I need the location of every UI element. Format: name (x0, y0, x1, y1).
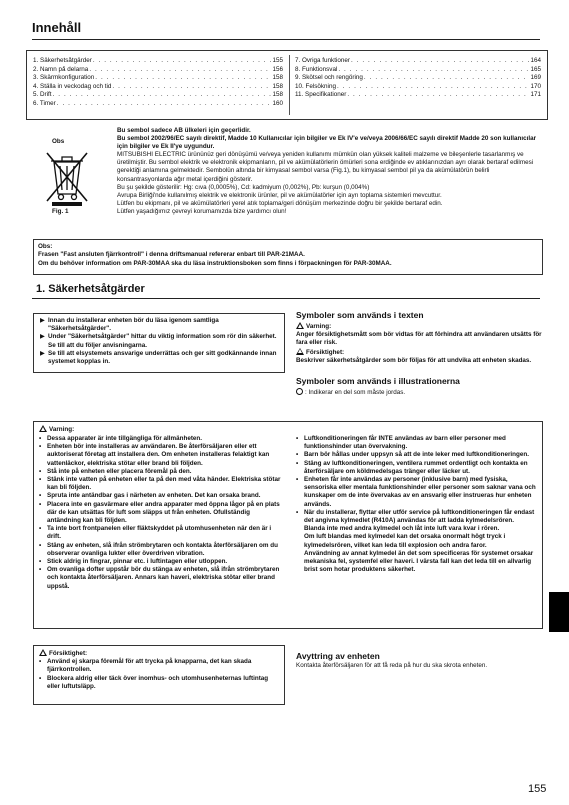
bullet-text: Placera inte en gasvärmare eller andra apparater med öppna lågor på en plats där de kan utsättas för luft som släpps ut från enheten. Ofullständig antändning kan bli följden. (47, 500, 280, 525)
toc-leader (95, 74, 271, 83)
toc-entry-page: 158 (272, 74, 283, 82)
section-divider (32, 298, 540, 299)
toc-entry-page: 170 (530, 82, 541, 90)
weee-paragraph-5: Lütfen yaşadığımız çevreyi korumamızda bize yardımcı olun! (117, 207, 287, 215)
toc-entry-label: 11. Specifikationer (295, 91, 347, 99)
bullet-text: Dessa apparater är inte tillgängliga för allmänheten. (47, 435, 203, 442)
bullet-item (296, 460, 536, 476)
toc-leader (351, 57, 530, 66)
toc-entry-label: 2. Namn på delarna (33, 65, 89, 73)
bullet-item (296, 451, 536, 459)
warning-description: Anger försiktighetsmått som bör vidtas för att förhindra att användaren utsätts för fara eller risk. (296, 331, 542, 347)
bullet-icon: • (39, 566, 42, 574)
warning-icon (39, 425, 47, 432)
bullet-icon: • (39, 492, 42, 500)
caution-head: Försiktighet: (49, 650, 88, 657)
bullet-icon: • (39, 500, 42, 508)
weee-paragraph-4: Lütfen bu ekipmanı, pil ve akümülatörleri yerel atık toplama/geri dönüşüm merkezinde doğru bir şekilde bertaraf edin. (117, 199, 443, 207)
toc-leader (53, 91, 272, 100)
bullet-icon: • (296, 451, 299, 459)
toc-leader (337, 83, 530, 92)
bullet-text: Luftkonditioneringen får INTE användas av barn eller personer med funktionshinder utan övervakning. (304, 435, 506, 451)
bullet-item (296, 435, 536, 451)
toc-entry (295, 66, 541, 75)
disposal-text: Kontakta återförsäljaren för att få reda på hur du ska skrota enheten. (296, 662, 488, 669)
weee-line-2: Bu sembol 2002/96/EC sayılı direktif, Madde 10 Kullanıcılar için bilgiler ve Ek IV'e ve/veya 2006/66/EC sayılı direktif Madde 20 son kullanıcılar için bilgiler ve Ek II'ye uygundur. (117, 135, 537, 151)
toc-entry-label: 6. Timer (33, 99, 56, 107)
title-divider (32, 39, 540, 40)
toc-entry (33, 100, 283, 109)
toc-divider (289, 55, 290, 115)
toc-entry-label: 8. Funktionsval (295, 65, 338, 73)
bullet-text: Enheten bör inte installeras av användaren. Be återförsäljaren eller ett auktoriserat företag att installera den. Om enheten installeras felaktigt kan vattenläckor, elektriska stötar eller brand bli följden. (47, 443, 270, 467)
caution-label: Försiktighet: (306, 348, 345, 356)
toc-entry-page: 160 (272, 99, 283, 107)
bullet-item (39, 435, 284, 443)
bullet-icon: • (39, 443, 42, 451)
bullet-icon: • (39, 525, 42, 533)
weee-figure (30, 128, 102, 228)
bullet-icon: • (296, 435, 299, 442)
page-title: Innehåll (32, 20, 82, 35)
toc-entry-page: 164 (530, 57, 541, 64)
bullet-icon: • (39, 467, 42, 475)
bullet-item (39, 476, 284, 492)
bullet-text: Enheten får inte användas av personer (inklusive barn) med fysiska, sensoriska eller mentala funktionshinder eller personer som saknar vana och kunskaper om de inte övervakas av en ansvarig eller instrueras hur enheten används. (304, 476, 536, 508)
bullet-item (39, 468, 284, 476)
bullet-text: Stå inte på enheten eller placera föremål på den. (47, 467, 192, 475)
toc-entry-page: 171 (530, 91, 541, 99)
toc-entry (295, 74, 541, 83)
obs-note (33, 239, 543, 275)
toc-entry-label: 1. Säkerhetsåtgärder (33, 57, 92, 64)
toc-entry (295, 57, 541, 66)
disposal-heading: Avyttring av enheten (296, 651, 380, 661)
intro-box (33, 313, 285, 373)
toc-leader (338, 66, 529, 75)
symbols-text-heading: Symboler som används i texten (296, 310, 424, 320)
bullet-item (296, 509, 536, 575)
bullet-item (39, 525, 284, 541)
bullet-icon: • (39, 435, 42, 442)
toc-entry (33, 91, 283, 100)
weee-line-1: Bu sembol sadece AB ülkeleri için geçerlidir. (117, 127, 251, 134)
weee-fig-label: Fig. 1 (52, 208, 69, 215)
weee-paragraph-2: Bu şu şekilde gösterilir: Hg: cıva (0,0005%), Cd: kadmiyum (0,002%), Pb: kurşun (0,004%) (117, 183, 370, 191)
bullet-text: Spruta inte antändbar gas i närheten av enheten. Det kan orsaka brand. (47, 492, 261, 500)
toc-entry-label: 7. Övriga funktioner (295, 57, 350, 64)
bullet-item (39, 566, 284, 591)
toc-entry-label: 9. Skötsel och rengöring (295, 74, 363, 82)
toc-leader (364, 74, 530, 83)
symbols-section (296, 310, 546, 397)
toc-entry-page: 158 (272, 91, 283, 99)
warning-box (33, 421, 543, 629)
bullet-item (39, 443, 284, 468)
toc-entry-page: 169 (530, 74, 541, 82)
weee-paragraph-1: MITSUBISHI ELECTRIC ürününüz geri dönüşümü ve/veya yeniden kullanımı mümkün olan yüksek kaliteli malzeme ve bileşenlerle tasarlanmış ve üretilmiştir. Bu sembol elektrik ve elektronik ekipmanların, pil ve akümülatörlerin ömürleri sona erdiğinde ev atıklarınızdan ayrı olarak bertaraf edilmesi gerektiği anlamına gelmektedir. Sembolün altında bir kimyasal sembol varsa (Fig.1), bu kimyasal sembol pil ya da akümülatörün belirli konsantrasyonlarda ağır metal içerdiğini gösterir. (117, 151, 534, 183)
disposal-section (296, 651, 546, 670)
bullet-item (39, 675, 279, 691)
table-of-contents (26, 50, 548, 120)
bullet-item (296, 476, 536, 509)
toc-entry-label: 5. Drift (33, 91, 52, 99)
toc-entry-page: 158 (272, 82, 283, 90)
bullet-icon: • (296, 459, 299, 467)
bullet-item (39, 501, 284, 526)
toc-entry-label: 10. Felsökning (295, 82, 336, 90)
bullet-text: Om ovanliga dofter uppstår bör du stänga av enheten, slå ifrån strömbrytaren och kontakta återförsäljaren. Annars kan haveri, elektriska stötar eller brand uppstå. (47, 566, 280, 590)
caution-list (39, 658, 279, 691)
weee-paragraph-3: Avrupa Birliği'nde kullanılmış elektrik ve elektronik ürünler, pil ve akümülatörler için ayrı toplama sistemleri mevcuttur. (117, 191, 442, 199)
page-number: 155 (528, 783, 547, 795)
weee-obs-label: Obs (52, 138, 65, 145)
bullet-icon: • (39, 541, 42, 549)
bullet-text: Stick aldrig in fingrar, pinnar etc. i luftintagen eller utloppen. (47, 558, 228, 566)
bullet-icon: • (39, 674, 42, 682)
section-tab-marker (549, 592, 569, 632)
bullet-text: Blockera aldrig eller täck över inomhus- och utomhusenheternas luftintag eller luftutsläpp. (47, 674, 269, 690)
triangle-bullet-icon: ▶ (40, 317, 45, 324)
intro-item: ▶ Under "Säkerhetsåtgärder" hittar du viktig information som rör din säkerhet. Se till att du följer anvisningarna. (40, 333, 277, 349)
bullet-icon: • (39, 476, 42, 484)
section-title: 1. Säkerhetsåtgärder (36, 283, 145, 295)
obs-head: Obs: (38, 243, 53, 250)
bullet-icon: • (39, 558, 42, 566)
toc-entry-page: 155 (272, 57, 283, 64)
bullet-text: Stäng av enheten, slå ifrån strömbrytaren och kontakta återförsäljaren om du observerar ovanliga lukter eller överdriven vibration. (47, 541, 278, 557)
intro-item: ▶ Se till att elsystemets ansvarige underrättas och ger sitt godkännande innan systemet kopplas in. (40, 349, 277, 366)
bullet-item (39, 658, 279, 674)
bullet-text: Stäng av luftkonditioneringen, ventilera rummet ordentligt och kontakta en återförsäljare om köldmedelsgas tränger eller läcker ut. (304, 459, 528, 475)
symbols-illustration-heading: Symboler som används i illustrationerna (296, 376, 460, 387)
warning-label: Varning: (306, 323, 332, 330)
toc-leader (89, 66, 271, 75)
bullet-icon: • (296, 476, 299, 484)
toc-entry (33, 66, 283, 75)
toc-entry (295, 91, 541, 100)
bullet-item (39, 542, 284, 558)
warning-head: Varning: (49, 426, 75, 433)
obs-line-2: Om du behöver information om PAR-30MAA ska du läsa instruktionsboken som finns i förpackningen för PAR-30MAA. (38, 259, 392, 267)
caution-icon (296, 348, 304, 355)
bullet-text: Barn bör hållas under uppsyn så att de inte leker med luftkonditioneringen. (304, 451, 529, 459)
bullet-item (39, 492, 284, 500)
bullet-text: Stänk inte vatten på enheten eller ta på den med våta händer. Elektriska stötar kan bli följden. (47, 476, 281, 492)
ground-description: : Indikerar en del som måste jordas. (305, 389, 406, 397)
toc-entry-page: 165 (530, 65, 541, 73)
toc-entry-page: 156 (272, 65, 283, 73)
triangle-bullet-icon: ▶ (40, 333, 45, 341)
toc-entry (33, 74, 283, 83)
toc-entry (33, 83, 283, 92)
toc-entry-label: 4. Ställa in veckodag och tid (33, 82, 112, 90)
toc-leader (57, 100, 272, 109)
bullet-text: Ta inte bort frontpanelen eller fläktskyddet på utomhusenheten när den är i drift. (47, 525, 272, 541)
toc-leader (112, 83, 271, 92)
intro-item: ▶ Innan du installerar enheten bör du läsa igenom samtliga "Säkerhetsåtgärder". (40, 317, 219, 333)
warning-list-right (296, 435, 536, 574)
toc-column-right (295, 57, 541, 100)
toc-entry (33, 57, 283, 66)
caution-icon (39, 649, 47, 656)
warning-list-left (39, 435, 284, 591)
weee-notice (117, 127, 542, 216)
toc-entry-label: 3. Skärmkonfiguration (33, 74, 95, 82)
toc-entry (295, 83, 541, 92)
warning-icon (296, 322, 304, 329)
triangle-bullet-icon: ▶ (40, 349, 45, 357)
obs-line-1: Frasen "Fast ansluten fjärrkontroll" i denna driftsmanual refererar enbart till PAR-21MAA. (38, 251, 305, 259)
caution-box (33, 645, 285, 705)
toc-leader (93, 57, 272, 66)
caution-description: Beskriver säkerhetsåtgärder som bör följas för att undvika att enheten skadas. (296, 356, 532, 364)
bullet-text: När du installerar, flyttar eller utför service på luftkonditioneringen får endast det angivna kylmedlet (R410A) användas för att ladda kylmedelsrören. Blanda inte med andra kylmedel och låt inte luft vara kvar i rören. Om luft blandas med kylmedel kan det orsaka onormalt högt tryck i kylmedelsrören, vilket kan leda till explosion och andra faror. Användning av annat kylmedel än det som specificeras för systemet orsakar mekaniska fel, systemfel eller haveri. I värsta fall kan det leda till en allvarlig brist som hotar produktens säkerhet. (304, 508, 535, 574)
ground-icon (296, 388, 303, 395)
bullet-text: Använd ej skarpa föremål för att trycka på knapparna, det kan skada fjärrkontrollen. (47, 658, 252, 674)
bullet-icon: • (39, 658, 42, 666)
toc-leader (347, 91, 529, 100)
bullet-icon: • (296, 508, 299, 516)
toc-column-left (33, 57, 283, 109)
